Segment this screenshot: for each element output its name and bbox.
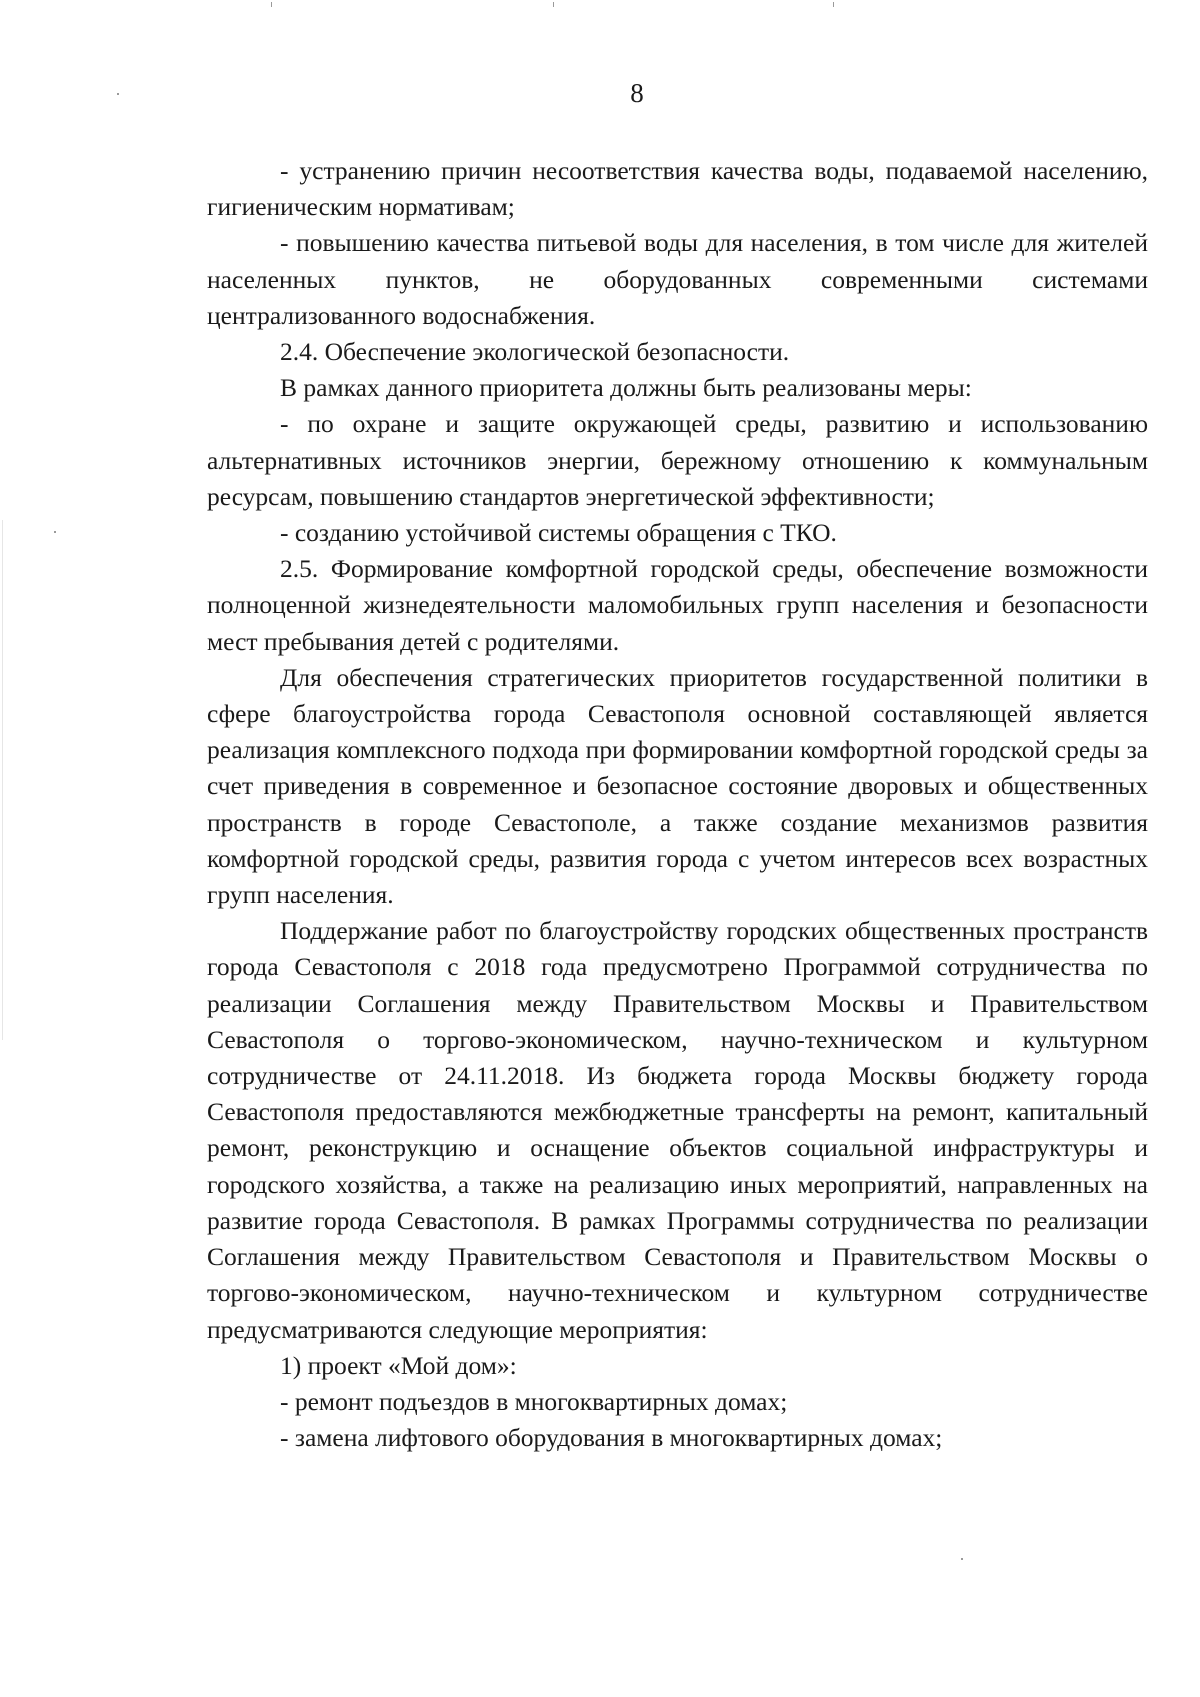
paragraph: - устранению причин несоответствия качества воды, подаваемой населению, гигиеническим нормативам; [207, 156, 1148, 222]
paragraph: В рамках данного приоритета должны быть реализованы меры: [280, 373, 972, 403]
scan-speck [271, 2, 272, 7]
page-number: 8 [630, 78, 644, 108]
document-body [207, 153, 1148, 1456]
section-heading: 2.4. Обеспечение экологической безопасности. [280, 337, 790, 367]
paragraph: Для обеспечения стратегических приоритетов государственной политики в сфере благоустройства города Севастополя основной составляющей является реализация комплексного подхода при формировании комфортной городской среды за счет приведения в современное и безопасное состояние дворовых и общественных пространств в городе Севастополе, а также создание механизмов развития комфортной городской среды, развития города с учетом интересов всех возрастных групп населения. [207, 662, 1148, 910]
list-item: 1) проект «Мой дом»: [280, 1350, 517, 1380]
scan-speck [553, 2, 554, 7]
list-item: - замена лифтового оборудования в многоквартирных домах; [280, 1423, 943, 1453]
paragraph: - созданию устойчивой системы обращения с ТКО. [280, 518, 837, 548]
section-heading: 2.5. Формирование комфортной городской среды, обеспечение возможности полноценной жизнедеятельности маломобильных групп населения и безопасности мест пребывания детей с родителями. [207, 554, 1148, 656]
paragraph: Поддержание работ по благоустройству городских общественных пространств города Севастополя с 2018 года предусмотрено Программой сотрудничества по реализации Соглашения между Правительством Москвы и Правительством Севастополя о торгово-экономическом, научно-техническом и культурном сотрудничестве от 24.11.2018. Из бюджета города Москвы бюджету города Севастополя предоставляются межбюджетные трансферты на ремонт, капитальный ремонт, реконструкцию и оснащение объектов социальной инфраструктуры и городского хозяйства, а также на реализацию иных мероприятий, направленных на развитие города Севастополя. В рамках Программы сотрудничества по реализации Соглашения между Правительством Севастополя и Правительством Москвы о торгово-экономическом, научно-техническом и культурном сотрудничестве предусматриваются следующие мероприятия: [207, 916, 1148, 1344]
scan-speck [961, 1558, 963, 1560]
paragraph: - повышению качества питьевой воды для населения, в том числе для жителей населенных пунктов, не оборудованных современными системами централизованного водоснабжения. [207, 228, 1148, 330]
scan-speck [54, 531, 56, 533]
paragraph: - по охране и защите окружающей среды, развитию и использованию альтернативных источников энергии, бережному отношению к коммунальным ресурсам, повышению стандартов энергетической эффективности; [207, 409, 1148, 511]
scan-edge-line [2, 520, 3, 1040]
scan-speck [833, 2, 834, 7]
list-item: - ремонт подъездов в многоквартирных домах; [280, 1386, 788, 1416]
